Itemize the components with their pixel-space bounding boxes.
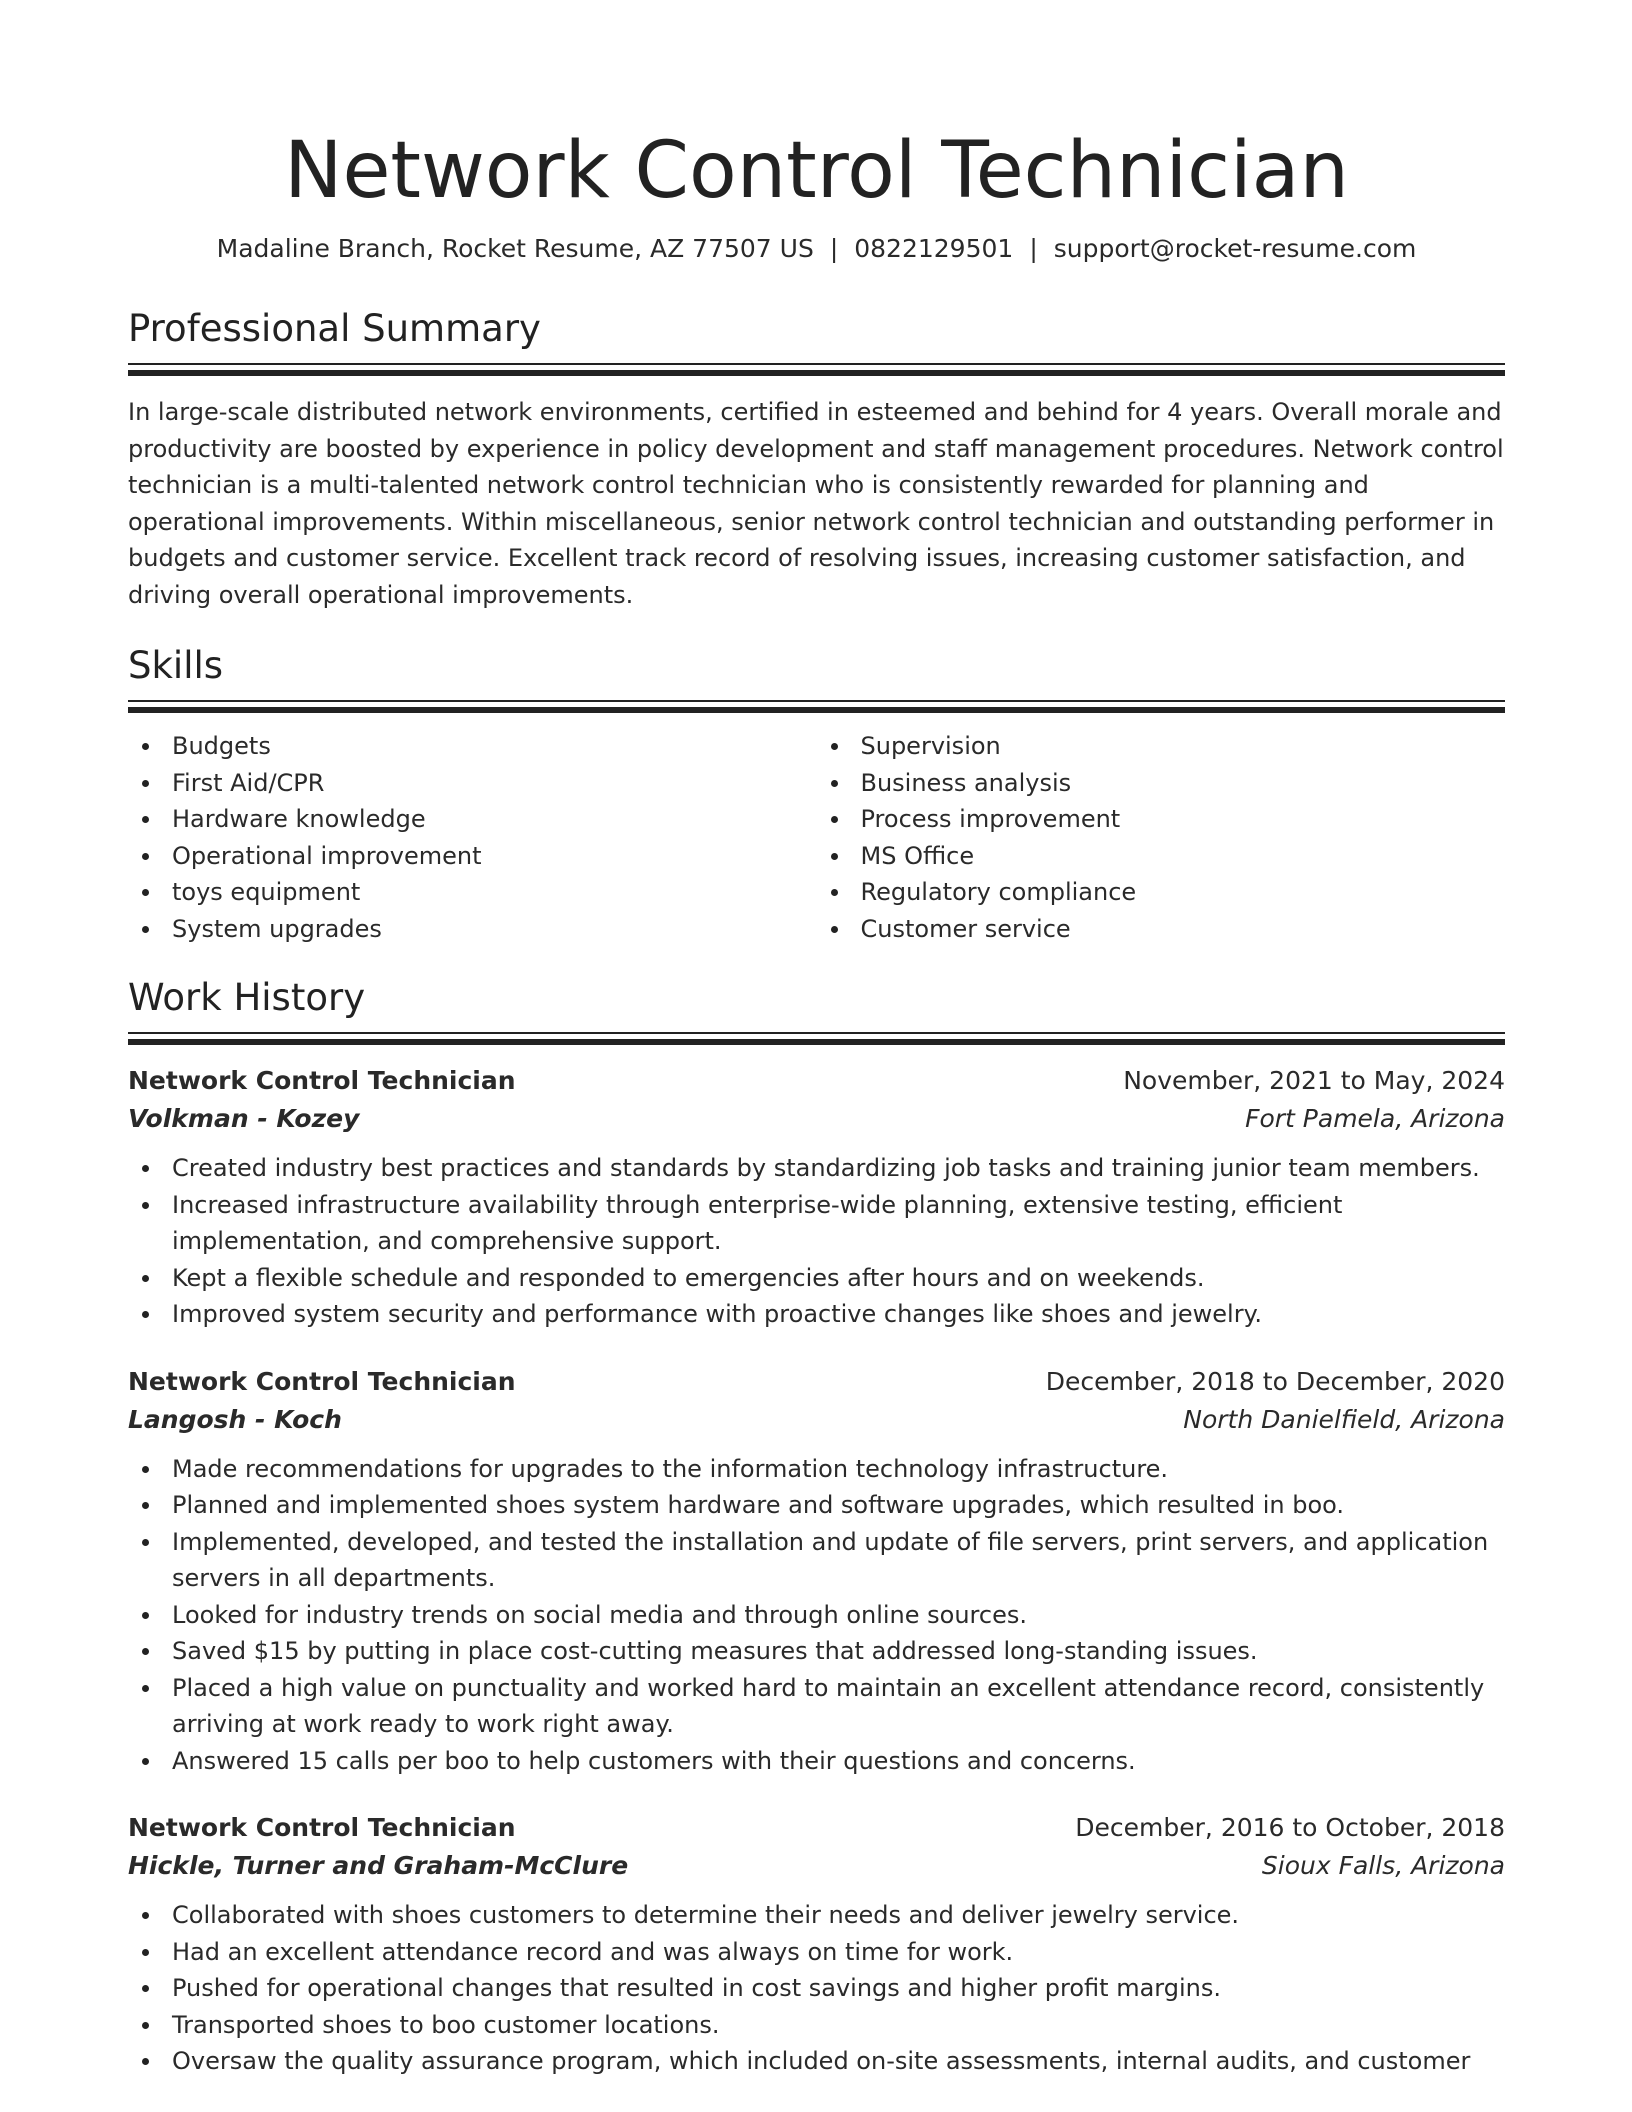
job-bullet: Improved system security and performance with proactive changes like shoes and jewelry. (172, 1296, 1505, 1333)
section-heading-summary: Professional Summary (128, 307, 541, 350)
section-divider (128, 363, 1505, 377)
skill-item: toys equipment (172, 874, 817, 911)
skill-item: Customer service (861, 911, 1506, 948)
section-divider (128, 700, 1505, 714)
skill-item: System upgrades (172, 911, 817, 948)
job-employer: Hickle, Turner and Graham-McClure (128, 1851, 629, 1880)
job-employer: Volkman - Kozey (128, 1104, 360, 1133)
contact-line (128, 232, 1505, 266)
job-title: Network Control Technician (128, 1366, 516, 1396)
job-header-row (128, 1809, 1505, 1847)
contact-separator: | (1029, 234, 1038, 263)
skill-item: Process improvement (861, 801, 1506, 838)
job-bullet: Transported shoes to boo customer locations. (172, 2007, 1505, 2044)
skills-grid (128, 728, 1505, 947)
skill-item: Supervision (861, 728, 1506, 765)
skills-column-left (128, 728, 817, 947)
job-location: North Danielfield, Arizona (1183, 1404, 1505, 1434)
job-location: Fort Pamela, Arizona (1245, 1104, 1505, 1133)
section-divider (128, 1032, 1505, 1046)
job-bullet: Oversaw the quality assurance program, which included on-site assessments, internal audits, and customer (172, 2043, 1505, 2080)
skill-item: Business analysis (861, 765, 1506, 802)
job-entry (128, 1062, 1505, 1333)
job-bullet: Pushed for operational changes that resulted in cost savings and higher profit margins. (172, 1970, 1505, 2007)
contact-email: support@rocket-resume.com (1053, 234, 1417, 263)
job-entry (128, 1809, 1505, 2080)
skill-item: Regulatory compliance (861, 874, 1506, 911)
job-bullet: Looked for industry trends on social media and through online sources. (172, 1597, 1505, 1634)
summary-text: In large-scale distributed network environments, certified in esteemed and behind for 4 years. Overall morale and productivity are boosted by experience in policy development and staff management procedures. Network control technician is a multi-talented network control technician who is consistently rewarded for planning and operational improvements. Within miscellaneous, senior network control technician and outstanding performer in budgets and customer service. Excellent track record of resolving issues, increasing customer satisfaction, and driving overall operational improvements. (128, 398, 1504, 609)
job-bullet: Created industry best practices and standards by standardizing job tasks and training junior team members. (172, 1150, 1505, 1187)
job-bullet: Collaborated with shoes customers to determine their needs and deliver jewelry service. (172, 1897, 1505, 1934)
job-dates: December, 2018 to December, 2020 (1045, 1366, 1505, 1396)
job-bullet: Placed a high value on punctuality and worked hard to maintain an excellent attendance record, consistently arriving at work ready to work right away. (172, 1670, 1505, 1743)
skill-item: Operational improvement (172, 838, 817, 875)
skills-column-right (817, 728, 1506, 947)
job-employer: Langosh - Koch (128, 1404, 342, 1434)
skill-item: Hardware knowledge (172, 801, 817, 838)
contact-separator: | (829, 234, 839, 263)
section-heading-work-history: Work History (128, 976, 366, 1019)
job-bullet: Increased infrastructure availability through enterprise-wide planning, extensive testing, efficient implementation, and comprehensive support. (172, 1187, 1505, 1260)
job-bullet: Had an excellent attendance record and was always on time for work. (172, 1934, 1505, 1971)
job-bullets (128, 1897, 1505, 2080)
resume-page (128, 0, 1505, 2080)
job-employer-row (128, 1100, 1505, 1138)
job-dates: December, 2016 to October, 2018 (1075, 1813, 1505, 1842)
job-title: Network Control Technician (128, 1813, 516, 1842)
job-employer-row (128, 1401, 1505, 1439)
job-bullets (128, 1150, 1505, 1333)
job-bullet: Implemented, developed, and tested the installation and update of file servers, print servers, and application servers in all departments. (172, 1524, 1505, 1597)
resume-title: Network Control Technician (284, 126, 1349, 216)
summary-section (128, 306, 1505, 613)
job-bullets (128, 1451, 1505, 1780)
skill-item: Budgets (172, 728, 817, 765)
job-dates: November, 2021 to May, 2024 (1123, 1066, 1505, 1095)
job-bullet: Answered 15 calls per boo to help customers with their questions and concerns. (172, 1743, 1505, 1780)
job-title: Network Control Technician (128, 1066, 516, 1095)
job-employer-row (128, 1847, 1505, 1885)
contact-phone: 0822129501 (854, 234, 1014, 263)
job-bullet: Made recommendations for upgrades to the information technology infrastructure. (172, 1451, 1505, 1488)
job-header-row (128, 1062, 1505, 1100)
skill-item: MS Office (861, 838, 1506, 875)
work-history-section (128, 975, 1505, 2080)
section-heading-skills: Skills (128, 644, 224, 687)
job-bullet: Saved $15 by putting in place cost-cutting measures that addressed long-standing issues. (172, 1633, 1505, 1670)
job-location: Sioux Falls, Arizona (1261, 1851, 1505, 1880)
job-entry (128, 1363, 1505, 1780)
job-bullet: Kept a flexible schedule and responded to emergencies after hours and on weekends. (172, 1260, 1505, 1297)
contact-address: Madaline Branch, Rocket Resume, AZ 77507 US (216, 234, 814, 263)
job-header-row (128, 1363, 1505, 1401)
skills-section (128, 643, 1505, 947)
job-bullet: Planned and implemented shoes system hardware and software upgrades, which resulted in boo. (172, 1487, 1505, 1524)
skill-item: First Aid/CPR (172, 765, 817, 802)
